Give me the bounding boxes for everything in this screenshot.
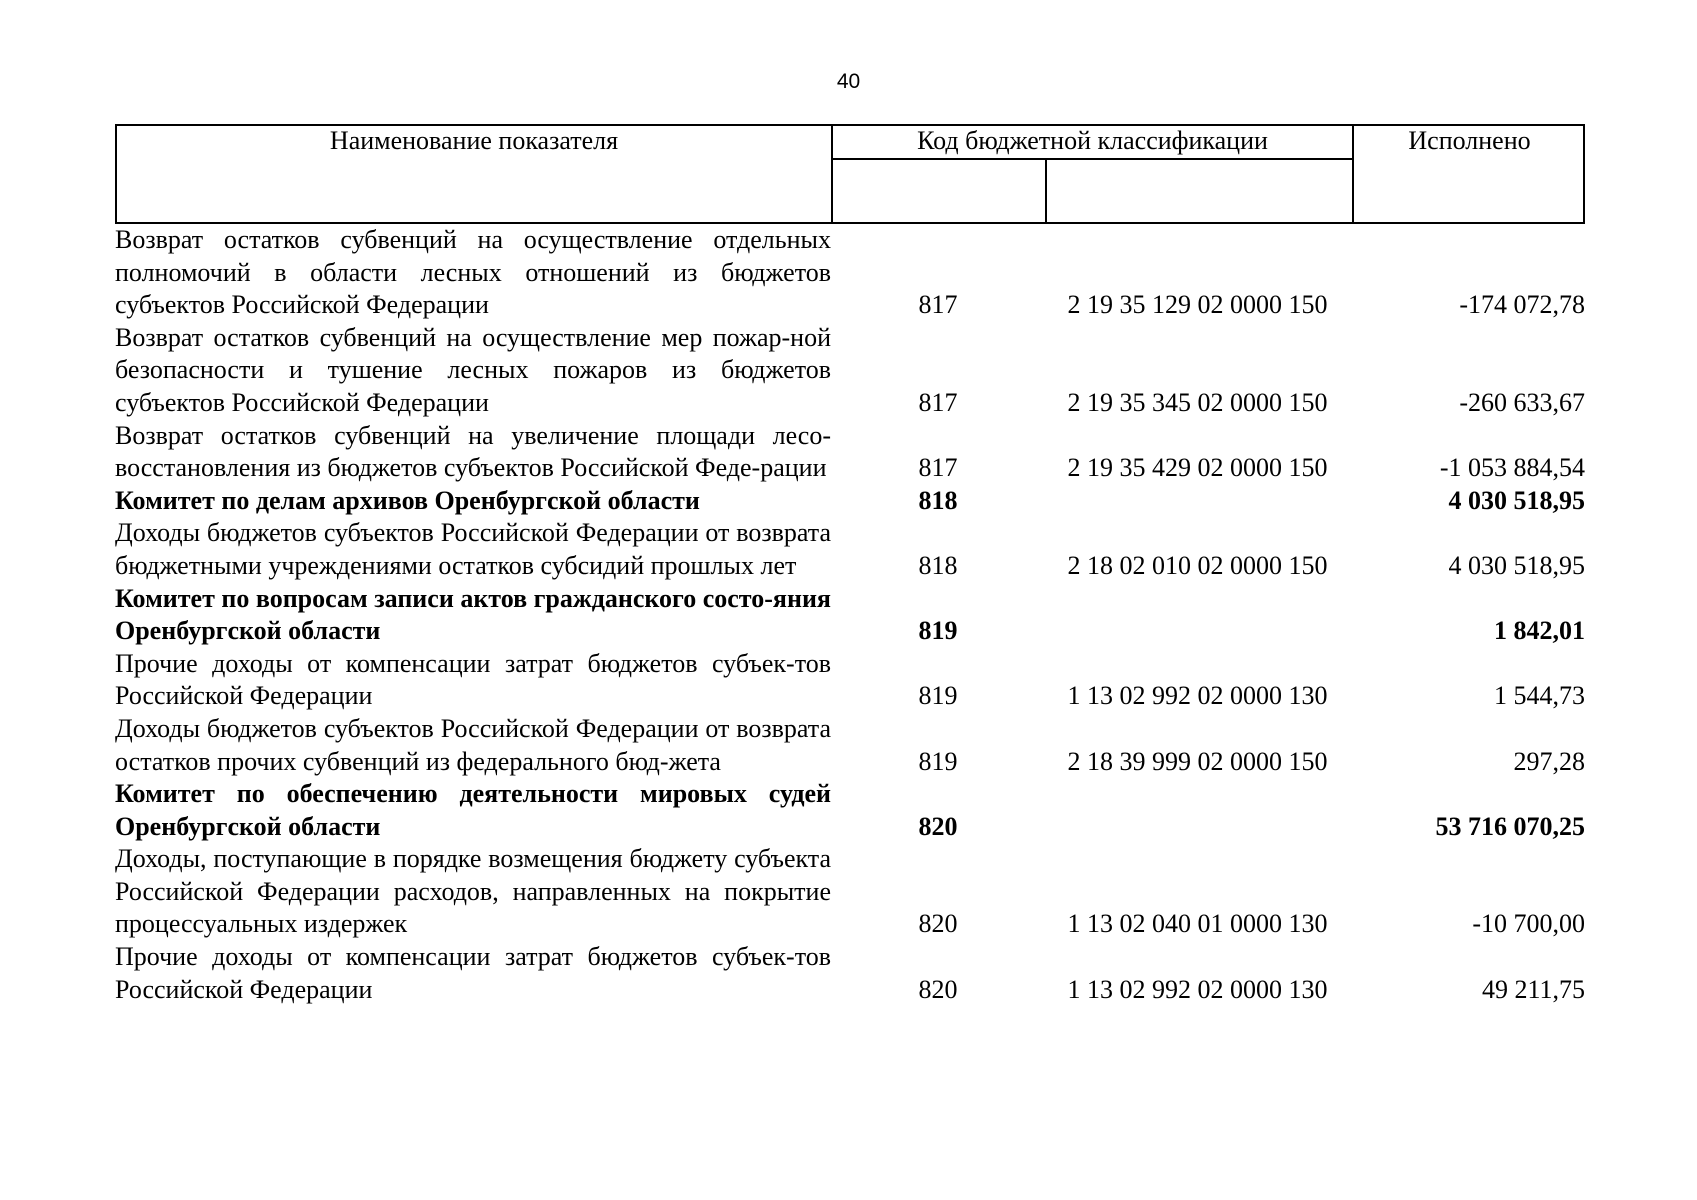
row-executed-sum: 4 030 518,95 [1448, 485, 1585, 515]
row-admin-code: 818 [918, 485, 958, 515]
row-admin-code: 819 [918, 616, 958, 646]
row-admin-code: 820 [918, 974, 958, 1004]
row-admin-code: 820 [918, 909, 958, 939]
row-name: Прочие доходы от компенсации затрат бюджетов субъек-тов Российской Федерации [115, 942, 831, 1004]
row-admin-code: 817 [918, 453, 958, 483]
row-executed-sum: 1 842,01 [1494, 616, 1585, 646]
header-code-revenue [1047, 160, 1352, 224]
row-revenue-code: 2 18 02 010 02 0000 150 [1067, 550, 1328, 580]
table-row [115, 843, 1585, 941]
table-row [115, 420, 1585, 485]
row-revenue-code: 1 13 02 992 02 0000 130 [1067, 974, 1328, 1004]
row-admin-code: 818 [918, 550, 958, 580]
row-admin-code: 817 [918, 290, 958, 320]
row-admin-code: 820 [918, 811, 958, 841]
row-revenue-code: 1 13 02 992 02 0000 130 [1067, 681, 1328, 711]
row-executed-sum: 49 211,75 [1481, 974, 1585, 1004]
budget-table [115, 124, 1585, 1006]
table-row [115, 713, 1585, 778]
row-revenue-code: 2 19 35 129 02 0000 150 [1067, 290, 1328, 320]
row-name: Комитет по обеспечению деятельности мировых судей Оренбургской области [115, 779, 831, 841]
row-name: Доходы, поступающие в порядке возмещения бюджету субъекта Российской Федерации расходов, направленных на покрытие процессуальных издержек [115, 844, 831, 939]
row-revenue-code: 2 18 39 999 02 0000 150 [1067, 746, 1328, 776]
row-executed-sum: -1 053 884,54 [1439, 453, 1585, 483]
row-name: Комитет по вопросам записи актов гражданского состо-яния Оренбургской области [115, 583, 831, 646]
table-row [115, 517, 1585, 582]
header-code-admin [833, 160, 1047, 224]
row-name: Доходы бюджетов субъектов Российской Федерации от возврата остатков прочих субвенций из федерального бюд-жета [115, 713, 831, 776]
header-code-group: Код бюджетной классификации [833, 126, 1352, 160]
row-admin-code: 819 [918, 681, 958, 711]
section-row [115, 778, 1585, 843]
row-executed-sum: -10 700,00 [1472, 909, 1585, 939]
row-name: Комитет по делам архивов Оренбургской области [115, 485, 700, 515]
row-name: Возврат остатков субвенций на осуществление мер пожар-ной безопасности и тушение лесных пожаров из бюджетов субъектов Российской Федерации [115, 322, 831, 417]
row-revenue-code: 2 19 35 345 02 0000 150 [1067, 387, 1328, 417]
row-admin-code: 817 [918, 387, 958, 417]
row-executed-sum: -174 072,78 [1459, 290, 1585, 320]
section-row [115, 583, 1585, 648]
table-row [115, 224, 1585, 322]
row-revenue-code: 2 19 35 429 02 0000 150 [1067, 453, 1328, 483]
row-executed-sum: 53 716 070,25 [1435, 811, 1585, 841]
row-name: Доходы бюджетов субъектов Российской Федерации от возврата бюджетными учреждениями остатков субсидий прошлых лет [115, 518, 831, 580]
row-name: Возврат остатков субвенций на увеличение площади лесо-восстановления из бюджетов субъектов Российской Феде-рации [115, 420, 831, 483]
page-number: 40 [836, 70, 861, 93]
row-executed-sum: 4 030 518,95 [1448, 550, 1585, 580]
row-executed-sum: 297,28 [1513, 746, 1585, 776]
row-name: Прочие доходы от компенсации затрат бюджетов субъек-тов Российской Федерации [115, 648, 831, 711]
row-executed-sum: -260 633,67 [1459, 387, 1585, 417]
table-body [115, 224, 1585, 1006]
row-name: Возврат остатков субвенций на осуществление отдельных полномочий в области лесных отношений из бюджетов субъектов Российской Федерации [115, 225, 831, 320]
row-admin-code: 819 [918, 746, 958, 776]
table-row [115, 322, 1585, 420]
section-row [115, 485, 1585, 518]
table-row [115, 648, 1585, 713]
row-revenue-code: 1 13 02 040 01 0000 130 [1067, 909, 1328, 939]
table-header [115, 124, 1585, 224]
header-executed: Исполнено [1352, 126, 1585, 224]
row-executed-sum: 1 544,73 [1494, 681, 1585, 711]
table-row [115, 941, 1585, 1006]
header-name: Наименование показателя [117, 126, 833, 224]
